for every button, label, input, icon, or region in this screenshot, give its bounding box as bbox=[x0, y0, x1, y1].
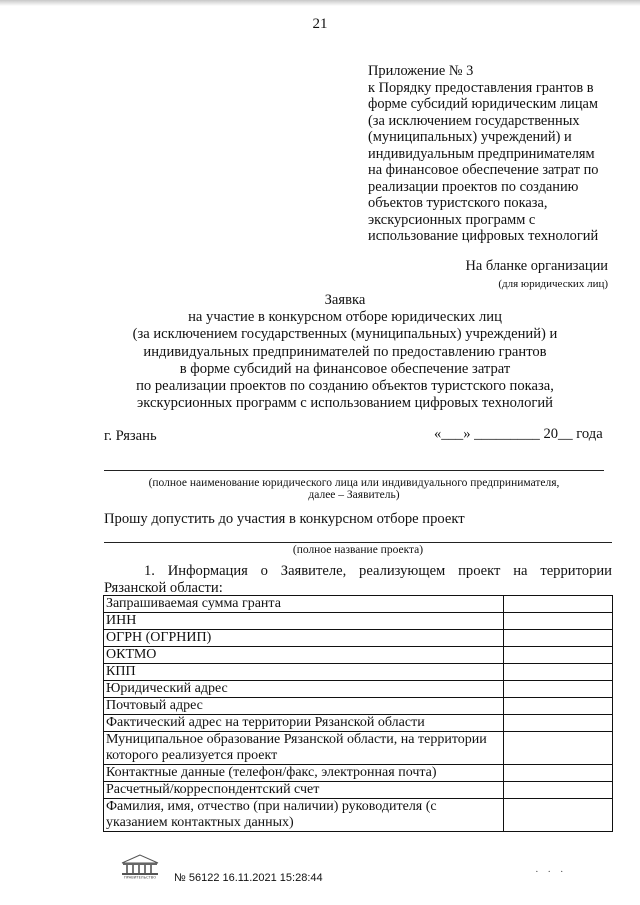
row-value-cell bbox=[504, 664, 613, 681]
title-line: индивидуальных предпринимателей по предоставлению грантов bbox=[143, 343, 547, 360]
row-label: ОКТМО bbox=[104, 647, 504, 664]
section-word: Заявителе, bbox=[280, 563, 347, 579]
title-line: в форме субсидий на финансовое обеспечение затрат bbox=[179, 360, 511, 377]
date-line: «___» _________ 20__ года bbox=[434, 426, 603, 442]
row-label: Почтовый адрес bbox=[104, 698, 504, 715]
row-value-cell bbox=[504, 647, 613, 664]
table-row bbox=[104, 596, 613, 613]
appendix-line: объектов туристского показа, bbox=[368, 195, 548, 211]
appendix-block bbox=[368, 63, 633, 245]
title-line: (за исключением государственных (муниципальных) учреждений) и bbox=[132, 326, 558, 343]
table-row bbox=[104, 765, 613, 782]
row-value-cell bbox=[504, 630, 613, 647]
row-label: ИНН bbox=[104, 613, 504, 630]
appendix-line: (за исключением государственных bbox=[368, 112, 580, 129]
row-label: Фактический адрес на территории Рязанской области bbox=[104, 715, 504, 732]
document-title bbox=[90, 292, 600, 412]
caption-line: далее – Заявитель) bbox=[308, 489, 400, 501]
row-label: Запрашиваемая сумма гранта bbox=[104, 596, 504, 613]
section-1-heading bbox=[104, 563, 612, 597]
table-row bbox=[104, 698, 613, 715]
section-line2: Рязанской области: bbox=[104, 580, 223, 596]
row-label: Расчетный/корреспондентский счет bbox=[104, 782, 504, 799]
row-label: Фамилия, имя, отчество (при наличии) руководителя (с указанием контактных данных) bbox=[104, 799, 504, 832]
row-label: Муниципальное образование Рязанской области, на территории которого реализуется проект bbox=[104, 732, 504, 765]
title-line: экскурсионных программ с использованием цифровых технологий bbox=[137, 395, 553, 412]
section-word: реализующем bbox=[359, 563, 446, 579]
title-line: на участие в конкурсном отборе юридических лиц bbox=[188, 309, 502, 326]
section-word: о bbox=[260, 563, 268, 579]
row-value-cell bbox=[504, 715, 613, 732]
letterhead-label: На бланке организации bbox=[465, 258, 608, 274]
table-row bbox=[104, 715, 613, 732]
caption-line: (полное наименование юридического лица или индивидуального предпринимателя, bbox=[148, 477, 560, 489]
appendix-line: (муниципальных) учреждений) и bbox=[368, 129, 572, 145]
registration-stamp: № 56122 16.11.2021 15:28:44 bbox=[174, 872, 323, 884]
row-label: ОГРН (ОГРНИП) bbox=[104, 630, 504, 647]
table-row bbox=[104, 782, 613, 799]
table-row bbox=[104, 664, 613, 681]
scan-edge-shadow bbox=[0, 0, 640, 6]
row-value-cell bbox=[504, 732, 613, 765]
title-line: по реализации проектов по созданию объектов туристского показа, bbox=[136, 378, 554, 395]
table-row bbox=[104, 630, 613, 647]
row-value-cell bbox=[504, 613, 613, 630]
row-value-cell bbox=[504, 596, 613, 613]
page-number: 21 bbox=[312, 16, 328, 32]
table-row bbox=[104, 681, 613, 698]
appendix-line: Приложение № 3 bbox=[368, 63, 474, 79]
row-value-cell bbox=[504, 799, 613, 832]
table-row bbox=[104, 647, 613, 664]
row-value-cell bbox=[504, 782, 613, 799]
appendix-line: на финансовое обеспечение затрат по bbox=[368, 162, 599, 178]
applicant-caption bbox=[104, 477, 604, 501]
appendix-line: экскурсионных программ с bbox=[368, 211, 536, 228]
row-label: КПП bbox=[104, 664, 504, 681]
row-value-cell bbox=[504, 681, 613, 698]
project-name-line bbox=[104, 542, 612, 543]
table-row bbox=[104, 613, 613, 630]
appendix-line: использование цифровых технологий bbox=[368, 228, 599, 244]
section-word: на bbox=[513, 563, 528, 579]
government-building-logo bbox=[118, 853, 162, 879]
section-word: проект bbox=[458, 563, 501, 579]
section-word: Информация bbox=[167, 563, 248, 579]
section-number: 1. bbox=[144, 563, 155, 579]
section-word: территории bbox=[540, 563, 612, 579]
table-row bbox=[104, 799, 613, 832]
appendix-line: форме субсидий юридическим лицам bbox=[368, 96, 599, 112]
title-line: Заявка bbox=[324, 292, 366, 308]
project-caption: (полное название проекта) bbox=[292, 544, 424, 556]
applicant-info-table bbox=[103, 595, 613, 832]
appendix-line: индивидуальным предпринимателям bbox=[368, 145, 595, 162]
row-label: Юридический адрес bbox=[104, 681, 504, 698]
table-row bbox=[104, 732, 613, 765]
row-value-cell bbox=[504, 698, 613, 715]
appendix-line: реализации проектов по созданию bbox=[368, 178, 579, 195]
row-value-cell bbox=[504, 765, 613, 782]
logo-caption: ПРАВИТЕЛЬСТВО bbox=[123, 875, 157, 879]
letterhead-note: (для юридических лиц) bbox=[498, 278, 608, 290]
row-label: Контактные данные (телефон/факс, электронная почта) bbox=[104, 765, 504, 782]
request-text: Прошу допустить до участия в конкурсном отборе проект bbox=[104, 511, 465, 527]
appendix-line: к Порядку предоставления грантов в bbox=[368, 79, 594, 96]
place-label: г. Рязань bbox=[104, 428, 157, 444]
scan-marks: · · · bbox=[535, 866, 567, 878]
applicant-name-line bbox=[104, 470, 604, 471]
